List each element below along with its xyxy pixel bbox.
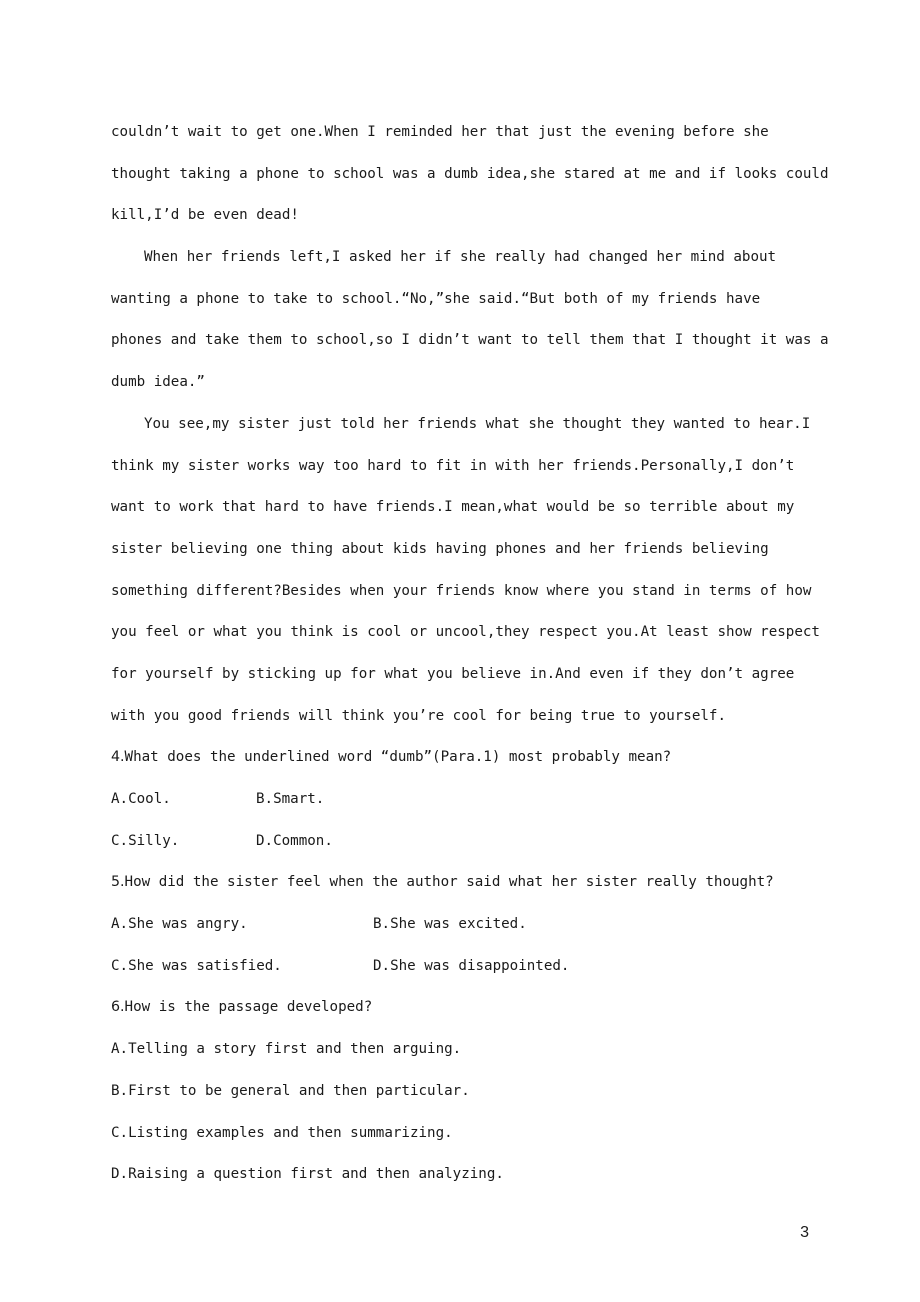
question-stem [111, 987, 811, 1029]
option-row [111, 821, 811, 863]
question-5 [111, 862, 811, 987]
passage-line: with you good friends will think you’re cool for being true to yourself. [111, 707, 726, 724]
option-c: C.Silly. [111, 832, 180, 849]
option-row [111, 779, 811, 821]
passage-line: When her friends left,I asked her if she really had changed her mind about [144, 249, 777, 266]
option-a: A.Telling a story first and then arguing. [111, 1041, 462, 1058]
option-b: B.She was excited. [373, 916, 527, 933]
option-d: D.Raising a question first and then analyzing. [111, 1166, 504, 1183]
option-d: D.Common. [256, 832, 333, 849]
passage-paragraph-1 [111, 112, 829, 237]
passage-line: wanting a phone to take to school.“No,”she said.“But both of my friends have [111, 290, 761, 307]
question-text: What does the underlined word “dumb”(Para.1) most probably mean? [124, 749, 672, 766]
passage-line: You see,my sister just told her friends what she thought they wanted to hear.I [144, 415, 811, 432]
passage-line: something different?Besides when your friends know where you stand in terms of how [111, 582, 812, 599]
page-content [111, 112, 829, 1196]
passage-line: dumb idea.” [111, 374, 205, 391]
option-b: B.First to be general and then particular. [111, 1082, 470, 1099]
passage-line: for yourself by sticking up for what you believe in.And even if they don’t agree [111, 665, 795, 682]
passage-paragraph-3 [111, 404, 820, 738]
question-6 [111, 987, 811, 1195]
question-stem [111, 862, 811, 904]
passage-line: you feel or what you think is cool or uncool,they respect you.At least show respect [111, 624, 820, 641]
passage-line: thought taking a phone to school was a dumb idea,she stared at me and if looks could [111, 165, 829, 182]
option-d: D.She was disappointed. [373, 957, 570, 974]
option-c: C.Listing examples and then summarizing. [111, 1124, 453, 1141]
question-stem [111, 737, 811, 779]
passage-line: sister believing one thing about kids having phones and her friends believing [111, 540, 769, 557]
question-number: 6. [111, 999, 125, 1016]
passage-paragraph-2 [111, 237, 829, 404]
question-number: 4. [111, 749, 125, 766]
option-row [111, 946, 811, 988]
option-c: C.She was satisfied. [111, 957, 282, 974]
question-text: How did the sister feel when the author said what her sister really thought? [124, 874, 774, 891]
question-text: How is the passage developed? [124, 999, 373, 1016]
option-row [111, 904, 811, 946]
option-a: A.She was angry. [111, 916, 248, 933]
passage-line: kill,I’d be even dead! [111, 207, 299, 224]
question-4 [111, 737, 811, 862]
passage-line: phones and take them to school,so I didn’t want to tell them that I thought it was a [111, 332, 829, 349]
page-number: 3 [800, 1224, 809, 1241]
question-number: 5. [111, 874, 125, 891]
passage-line: think my sister works way too hard to fit in with her friends.Personally,I don’t [111, 457, 795, 474]
option-b: B.Smart. [256, 791, 325, 807]
passage-line: couldn’t wait to get one.When I reminded her that just the evening before she [111, 124, 769, 140]
passage-line: want to work that hard to have friends.I mean,what would be so terrible about my [111, 499, 795, 516]
option-a: A.Cool. [111, 791, 171, 807]
